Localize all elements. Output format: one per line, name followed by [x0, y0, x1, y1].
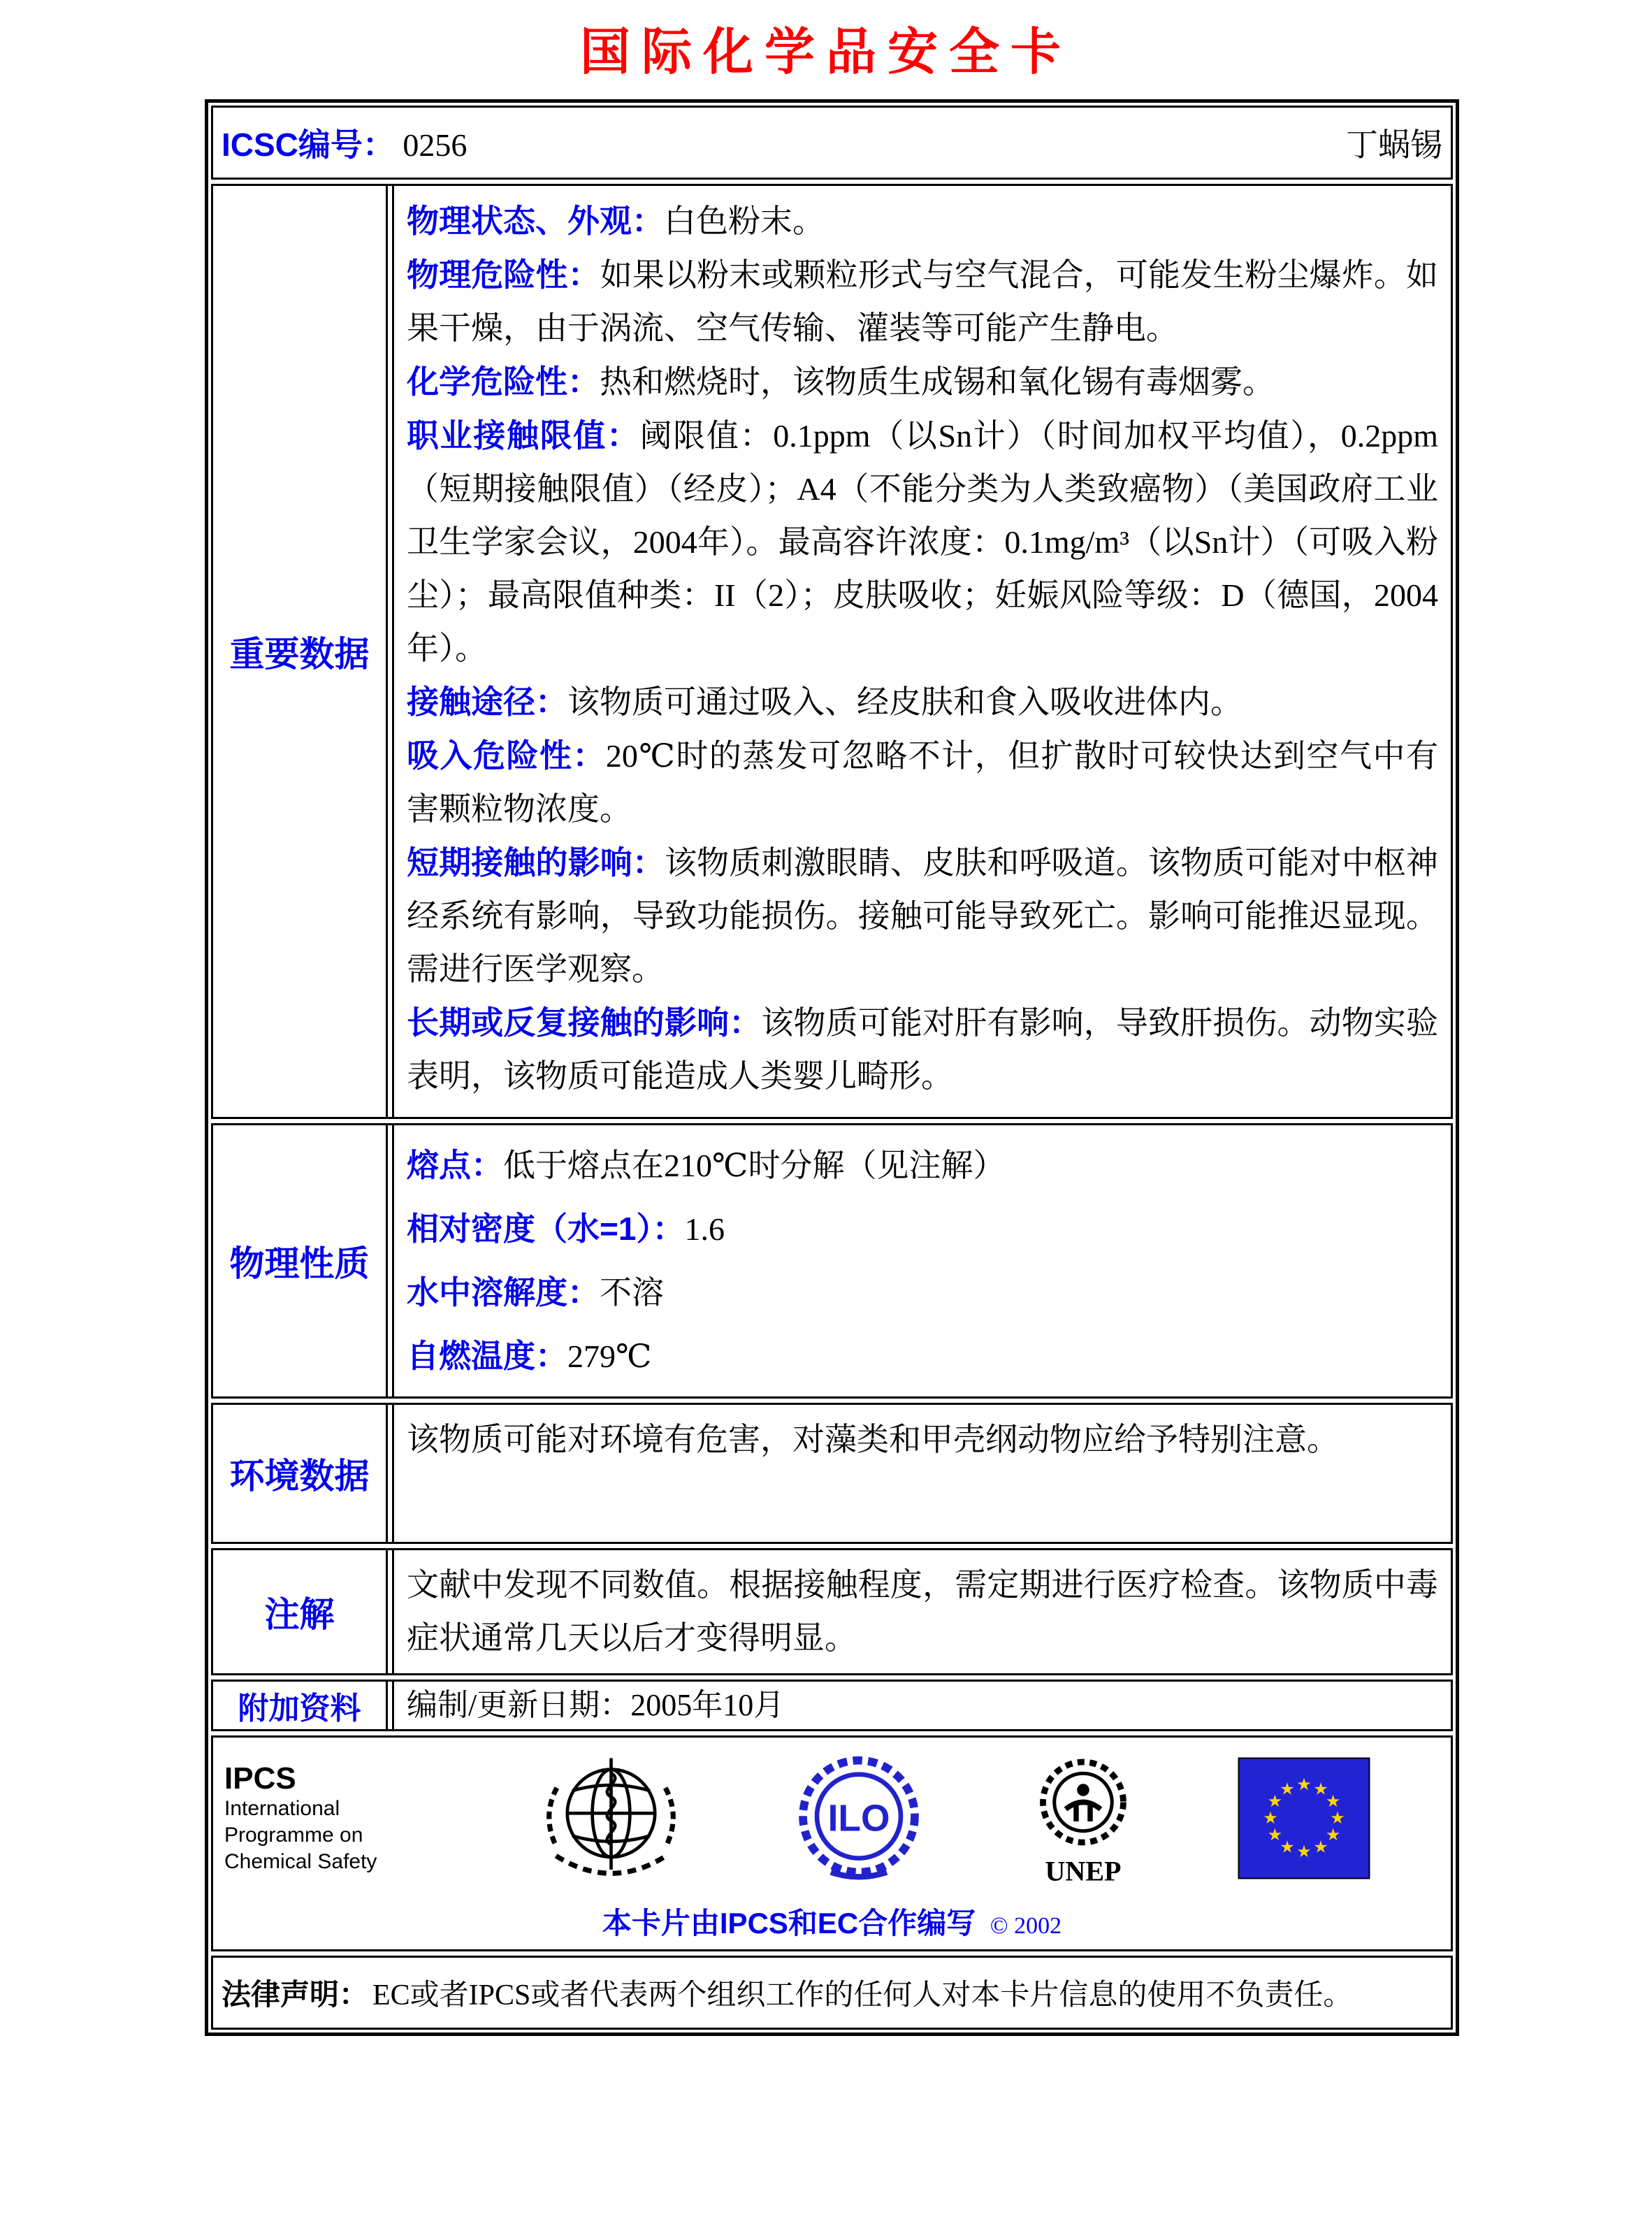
property-water-solubility — [407, 1261, 1438, 1324]
property-value: 1.6 — [684, 1211, 725, 1247]
notes-row — [211, 1548, 1453, 1675]
unep-logo-letters: UNEP — [1045, 1856, 1122, 1886]
ipcs-name-line1: International — [224, 1796, 340, 1820]
unep-emblem-icon — [1031, 1752, 1136, 1856]
svg-text:★: ★ — [1325, 1792, 1341, 1811]
ilo-logo — [789, 1749, 929, 1889]
section-text: 白色粉末。 — [664, 203, 825, 239]
svg-text:★: ★ — [1267, 1792, 1283, 1811]
section-text: 20℃时的蒸发可忽略不计，但扩散时可较快达到空气中有害颗粒物浓度。 — [407, 738, 1438, 827]
property-melting-point — [407, 1134, 1438, 1197]
physical-properties-content — [392, 1125, 1451, 1396]
legal-notice-label: 法律声明： — [222, 1978, 369, 2011]
property-relative-density — [407, 1197, 1438, 1261]
section-long-term-effects — [407, 996, 1438, 1103]
page-title: 国际化学品安全卡 — [579, 24, 1072, 80]
unep-logo — [1031, 1752, 1136, 1886]
environmental-data-row — [211, 1403, 1453, 1544]
section-label: 短期接触的影响： — [407, 844, 665, 881]
section-label: 化学危险性： — [407, 363, 600, 400]
svg-text:★: ★ — [1263, 1809, 1278, 1828]
svg-text:★: ★ — [1280, 1837, 1295, 1857]
row-label-important-data: 重要数据 — [213, 186, 388, 1117]
section-physical-state — [407, 194, 1438, 248]
notes-content — [392, 1550, 1451, 1673]
section-label: 吸入危险性： — [407, 737, 606, 774]
section-occupational-exposure-limits — [407, 409, 1438, 675]
icsc-number-group — [222, 120, 467, 166]
ilo-logo-letters: ILO — [827, 1798, 890, 1839]
section-routes-of-exposure — [407, 675, 1438, 729]
legal-notice-text: EC或者IPCS或者代表两个组织工作的任何人对本卡片信息的使用不负责任。 — [372, 1979, 1353, 2012]
ipcs-name-line2: Programme on — [224, 1823, 363, 1847]
svg-text:★: ★ — [1313, 1837, 1328, 1857]
svg-text:★: ★ — [1296, 1842, 1312, 1861]
ipcs-name-line3: Chemical Safety — [224, 1849, 377, 1873]
section-text: 该物质刺激眼睛、皮肤和呼吸道。该物质可能对中枢神经系统有影响，导致功能损伤。接触可能导致死亡。影响可能推迟显现。需进行医学观察。 — [407, 845, 1439, 987]
svg-text:★: ★ — [1330, 1809, 1345, 1828]
ipcs-text-block — [224, 1762, 434, 1875]
header-row — [211, 106, 1453, 180]
unep-wordmark — [1031, 1856, 1136, 1886]
svg-text:★: ★ — [1313, 1779, 1328, 1799]
property-value: 低于熔点在210℃时分解（见注解） — [503, 1148, 1006, 1183]
footer-row — [211, 1735, 1453, 1951]
cooperation-caption-text: 本卡片由IPCS和EC合作编写 — [602, 1907, 976, 1940]
row-label-physical-properties: 物理性质 — [213, 1125, 388, 1396]
property-autoignition-temperature — [407, 1324, 1438, 1388]
svg-text:★: ★ — [1296, 1775, 1312, 1794]
icsc-document-page — [0, 11, 1652, 2036]
eu-flag-logo — [1238, 1757, 1370, 1879]
important-data-row — [211, 184, 1453, 1119]
svg-text:★: ★ — [1267, 1826, 1283, 1844]
property-value: 不溶 — [600, 1275, 664, 1310]
svg-text:★: ★ — [1325, 1826, 1341, 1844]
icsc-number-label: ICSC编号： — [222, 127, 395, 163]
notes-text: 文献中发现不同数值。根据接触程度，需定期进行医疗检查。该物质中毒症状通常几天以后才变得明显。 — [407, 1567, 1438, 1656]
cooperation-caption — [224, 1900, 1440, 1942]
svg-text:★: ★ — [1280, 1779, 1295, 1799]
section-physical-dangers — [407, 248, 1438, 355]
property-value: 279℃ — [567, 1338, 652, 1374]
additional-info-content — [392, 1682, 1451, 1729]
section-label: 接触途径： — [407, 684, 567, 720]
legal-notice-row — [211, 1956, 1453, 2030]
environmental-data-text: 该物质可能对环境有危害，对藻类和甲壳纲动物应给予特别注意。 — [407, 1422, 1339, 1457]
property-label: 熔点： — [407, 1147, 503, 1183]
section-short-term-effects — [407, 836, 1438, 996]
property-label: 自燃温度： — [407, 1338, 567, 1374]
section-label: 物理状态、外观： — [407, 203, 664, 239]
row-label-notes: 注解 — [213, 1550, 388, 1673]
section-chemical-dangers — [407, 355, 1438, 409]
ipcs-abbreviation: IPCS — [224, 1761, 296, 1796]
additional-info-row — [211, 1680, 1453, 1731]
property-label: 相对密度（水=1）： — [407, 1211, 685, 1247]
additional-info-text: 编制/更新日期：2005年10月 — [407, 1688, 785, 1722]
physical-properties-row — [211, 1123, 1453, 1399]
row-label-environmental-data: 环境数据 — [213, 1405, 388, 1542]
section-text: 热和燃烧时，该物质生成锡和氧化锡有毒烟雾。 — [600, 364, 1275, 400]
section-label: 长期或反复接触的影响： — [407, 1004, 762, 1041]
copyright-text: © 2002 — [990, 1913, 1062, 1939]
chemical-name: 丁蜗锡 — [1346, 127, 1442, 163]
row-label-additional-info: 附加资料 — [213, 1682, 388, 1729]
environmental-data-content — [392, 1405, 1451, 1542]
section-text: 该物质可能对肝有影响，导致肝损伤。动物实验表明，该物质可能造成人类婴儿畸形。 — [407, 1005, 1439, 1094]
who-logo — [536, 1743, 686, 1893]
section-text: 如果以粉末或颗粒形式与空气混合，可能发生粉尘爆炸。如果干燥，由于涡流、空气传输、灌装等可能产生静电。 — [407, 257, 1439, 346]
icsc-card-table — [205, 99, 1459, 2036]
organization-logos — [224, 1743, 1370, 1893]
property-label: 水中溶解度： — [407, 1274, 600, 1310]
section-label: 职业接触限值： — [407, 417, 640, 454]
icsc-number-value: 0256 — [403, 127, 468, 163]
section-label: 物理危险性： — [407, 257, 600, 293]
section-inhalation-risk — [407, 729, 1438, 836]
important-data-content — [392, 186, 1451, 1117]
section-text: 该物质可通过吸入、经皮肤和食入吸收进体内。 — [567, 684, 1242, 720]
section-text: 阈限值：0.1ppm（以Sn计）（时间加权平均值），0.2ppm（短期接触限值）（经皮）；A4（不能分类为人类致癌物）（美国政府工业卫生学家会议，2004年）。最高容许浓度：0.1mg/m³（以Sn计）（可吸入粉尘）；最高限值种类：II（2）；皮肤吸收；妊娠风险等级：D（德国，2004年）。 — [407, 418, 1439, 666]
